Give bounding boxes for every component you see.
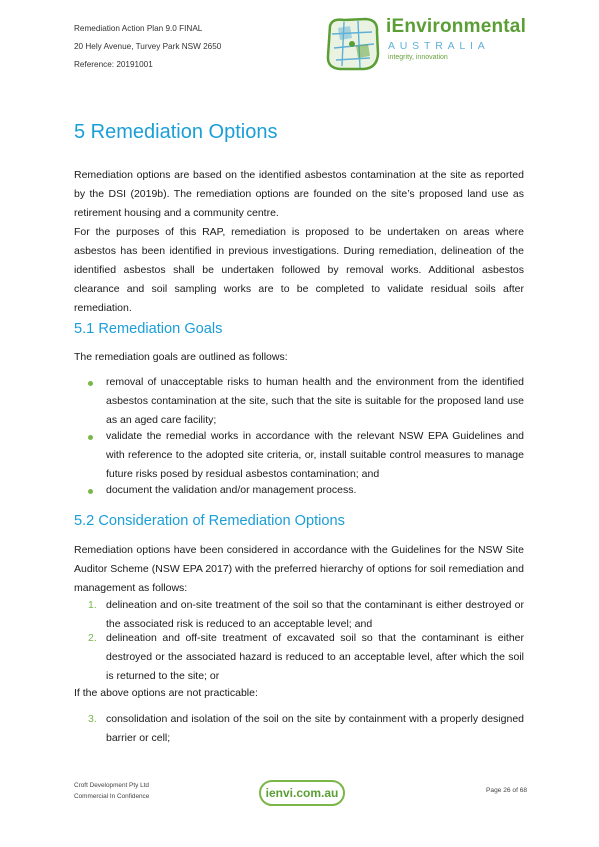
goal-bullet-3 — [106, 481, 524, 500]
option-number: 2. — [88, 632, 97, 644]
goals-heading: 5.1 Remediation Goals — [74, 321, 223, 337]
section-title: 5 Remediation Options — [74, 121, 278, 143]
logo-brand: iEnvironmental — [386, 16, 527, 37]
logo-subtitle: AUSTRALIA — [388, 40, 490, 52]
company-logo — [320, 14, 527, 74]
bullet-dot-icon — [88, 435, 93, 440]
option-text: delineation and on-site treatment of the soil so that the contaminant is either destroyed or the associated risk is reduced to an acceptable level; and — [106, 599, 524, 630]
consideration-heading: 5.2 Consideration of Remediation Options — [74, 513, 345, 529]
reference-number: Reference: 20191001 — [74, 60, 153, 69]
option-number: 3. — [88, 713, 97, 725]
client-name: Croft Development Pty Ltd — [74, 782, 149, 789]
intro-paragraph-2: For the purposes of this RAP, remediation is proposed to be undertaken on areas where asbestos has been identified in previous investigations. During remediation, delineation of the identified asbestos shall be undertaken followed by removal works. Additional asbestos clearance and soil sampling works are to be completed to validate residual soils after remediation. — [74, 226, 524, 314]
footer-meta — [74, 780, 149, 802]
header-meta — [74, 20, 221, 74]
option-item-2 — [88, 629, 524, 686]
bullet-dot-icon — [88, 381, 93, 386]
consideration-intro: Remediation options have been considered in accordance with the Guidelines for the NSW Site Auditor Scheme (NSW EPA 2017) with the preferred hierarchy of options for soil remediation and management as follows: — [74, 544, 524, 594]
bullet-dot-icon — [88, 489, 93, 494]
logo-tagline: integrity, innovation — [388, 54, 448, 61]
website-link: ienvi.com.au — [265, 786, 339, 800]
goal-bullet-2 — [106, 427, 524, 484]
goal-text: removal of unacceptable risks to human health and the environment from the identified asbestos contamination at the site, such that the site is suitable for the proposed land use as an aged care facility; — [106, 376, 524, 426]
document-title: Remediation Action Plan 9.0 FINAL — [74, 24, 203, 33]
map-emblem-icon — [322, 14, 382, 74]
website-badge — [259, 780, 345, 806]
page-number: Page 26 of 68 — [486, 787, 528, 794]
option-text: consolidation and isolation of the soil on the site by containment with a properly designed barrier or cell; — [106, 713, 524, 744]
options-condition: If the above options are not practicable: — [74, 687, 258, 699]
goal-bullet-1 — [106, 373, 524, 430]
option-item-3 — [88, 710, 524, 748]
site-address: 20 Hely Avenue, Turvey Park NSW 2650 — [74, 42, 222, 51]
goal-text: validate the remedial works in accordance with the relevant NSW EPA Guidelines and with reference to the adopted site criteria, or, install suitable control measures to manage future risks posed by residual asbestos contamination; and — [106, 430, 524, 480]
confidential-note: Commercial In Confidence — [74, 793, 150, 800]
intro-paragraph-1: Remediation options are based on the identified asbestos contamination at the site as reported by the DSI (2019b). The remediation options are founded on the site’s proposed land use as retirement housing and a community centre. — [74, 169, 524, 219]
option-text: delineation and off-site treatment of excavated soil so that the contaminant is either destroyed or the associated hazard is reduced to an acceptable level, after which the soil is returned to the site; or — [106, 632, 524, 682]
goal-text: document the validation and/or management process. — [106, 484, 357, 496]
option-number: 1. — [88, 599, 97, 611]
goals-intro: The remediation goals are outlined as follows: — [74, 351, 288, 363]
